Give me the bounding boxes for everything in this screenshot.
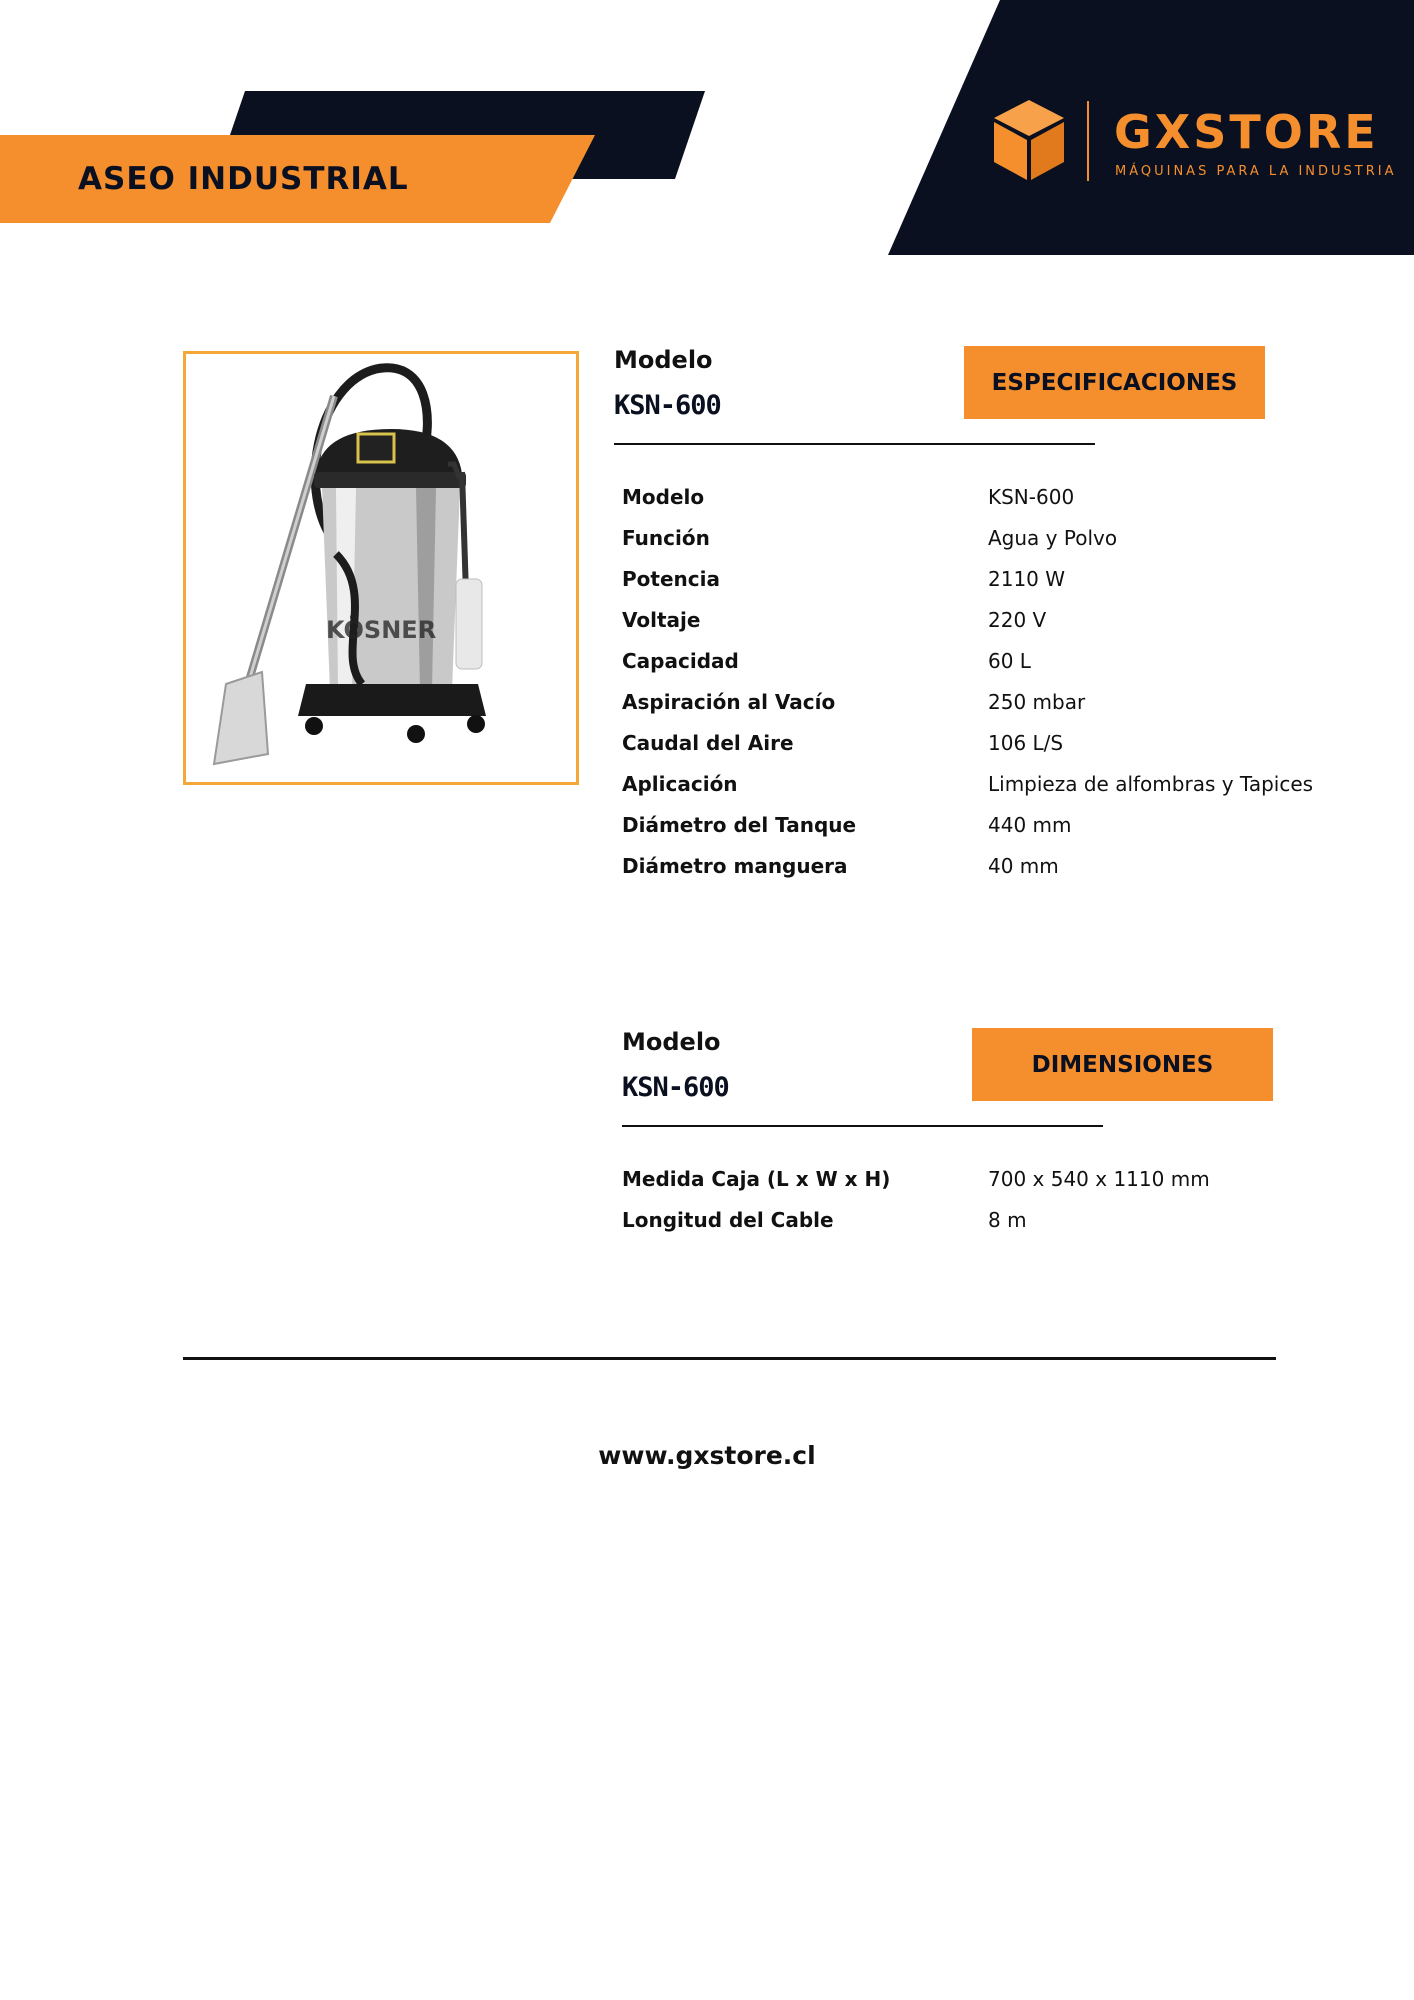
spec-name: Función <box>622 526 710 550</box>
spec-row <box>622 805 1342 846</box>
spec-name: Modelo <box>622 485 705 509</box>
dim-name: Longitud del Cable <box>622 1208 834 1232</box>
spec-value: Agua y Polvo <box>988 526 1118 550</box>
spec-value: 250 mbar <box>988 690 1086 714</box>
footer-divider <box>183 1357 1276 1360</box>
brand-tagline: MÁQUINAS PARA LA INDUSTRIA <box>1115 164 1397 179</box>
spec-name: Aplicación <box>622 772 738 796</box>
specs-model-value: KSN-600 <box>614 390 721 421</box>
spec-value: KSN-600 <box>988 485 1075 509</box>
dim-row <box>622 1200 1342 1241</box>
spec-row <box>622 477 1342 518</box>
spec-row <box>622 600 1342 641</box>
category-title: ASEO INDUSTRIAL <box>78 161 409 197</box>
spec-row <box>622 846 1342 887</box>
spec-name: Diámetro manguera <box>622 854 848 878</box>
dims-model-label: Modelo <box>622 1028 721 1056</box>
product-image <box>183 351 579 785</box>
dim-row <box>622 1159 1342 1200</box>
spec-value: 40 mm <box>988 854 1059 878</box>
dim-name: Medida Caja (L x W x H) <box>622 1167 891 1191</box>
dims-table <box>622 1159 1342 1241</box>
specs-badge: ESPECIFICACIONES <box>964 346 1265 419</box>
spec-value: 60 L <box>988 649 1031 673</box>
vacuum-illustration <box>186 354 576 782</box>
spec-value: 106 L/S <box>988 731 1064 755</box>
dim-value: 700 x 540 x 1110 mm <box>988 1167 1210 1191</box>
spec-name: Capacidad <box>622 649 739 673</box>
vacuum-brand-label: KÖSNER <box>326 616 437 644</box>
spec-row <box>622 518 1342 559</box>
specs-divider <box>614 443 1095 445</box>
spec-name: Caudal del Aire <box>622 731 794 755</box>
spec-value: 2110 W <box>988 567 1066 591</box>
spec-value: 440 mm <box>988 813 1072 837</box>
website-link[interactable]: www.gxstore.cl <box>598 1441 816 1470</box>
spec-value: 220 V <box>988 608 1047 632</box>
dims-divider <box>622 1125 1103 1127</box>
spec-name: Voltaje <box>622 608 701 632</box>
dims-model-value: KSN-600 <box>622 1072 729 1103</box>
specs-table <box>622 477 1342 887</box>
spec-value: Limpieza de alfombras y Tapices <box>988 772 1314 796</box>
dims-badge: DIMENSIONES <box>972 1028 1273 1101</box>
spec-row <box>622 764 1342 805</box>
spec-row <box>622 641 1342 682</box>
spec-row <box>622 723 1342 764</box>
spec-name: Aspiración al Vacío <box>622 690 836 714</box>
cube-logo-icon <box>992 98 1066 182</box>
brand-name: GXSTORE <box>1114 105 1379 159</box>
spec-row <box>622 559 1342 600</box>
spec-name: Diámetro del Tanque <box>622 813 857 837</box>
specs-model-label: Modelo <box>614 346 713 374</box>
spec-row <box>622 682 1342 723</box>
logo-divider <box>1087 101 1089 181</box>
spec-name: Potencia <box>622 567 720 591</box>
dim-value: 8 m <box>988 1208 1027 1232</box>
